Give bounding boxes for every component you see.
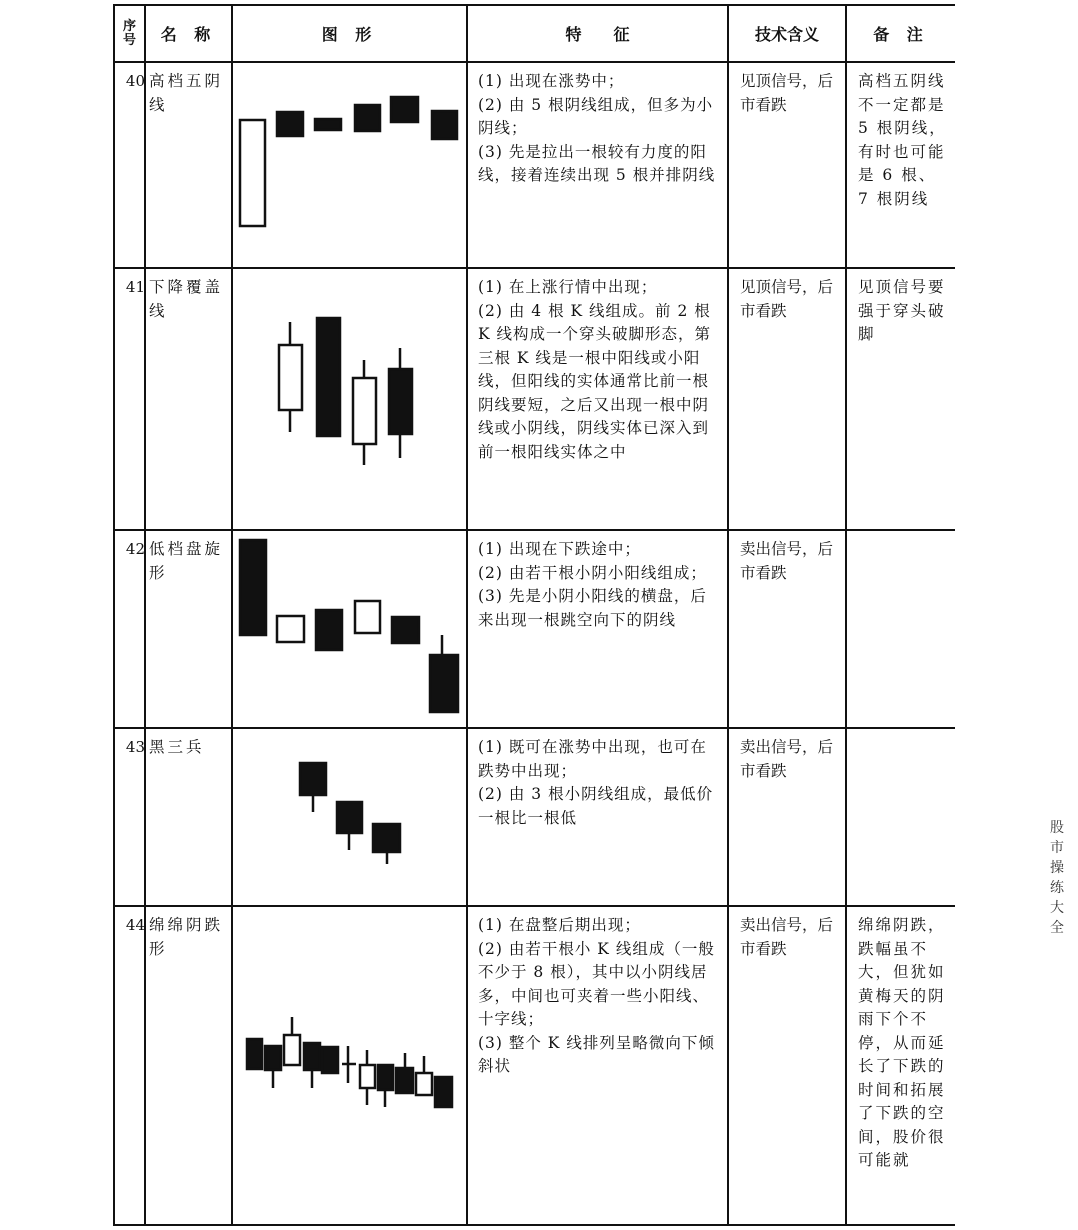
- technical-meaning: 卖出信号，后市看跌: [740, 540, 834, 582]
- pattern-features: (1) 在盘整后期出现； (2) 由若干根小 K 线组成（一般不少于 8 根），其中以小阴线居多，中间也可夹着一些小阳线、十字线； (3) 整个 K 线排列呈略微向下倾斜状: [478, 916, 715, 1075]
- pattern-name: 下降覆盖线: [149, 278, 224, 320]
- bullish-candle: [277, 616, 304, 642]
- figure-row-44: [247, 1017, 452, 1107]
- row-number: 43: [125, 738, 145, 756]
- figure-row-40: [240, 97, 457, 226]
- header-seq: 序号: [122, 18, 136, 48]
- pattern-features: (1) 在上涨行情中出现； (2) 由 4 根 K 线组成。前 2 根 K 线构成一个穿头破脚形态，第三根 K 线是一根中阳线或小阳线，但阳线的实体通常比前一根阴线要短，之后又出现一根中阴线或小阴线，阴线实体已深入到前一根阳线实体之中: [478, 278, 712, 461]
- figure-row-41: [279, 318, 412, 465]
- margin-text-cropped: 股市操练大全: [1050, 820, 1064, 936]
- bearish-candle: [378, 1065, 393, 1090]
- row-number: 44: [125, 916, 145, 934]
- bullish-candle: [284, 1035, 300, 1065]
- bullish-candle: [353, 378, 376, 444]
- bearish-candle: [304, 1043, 320, 1070]
- bearish-candle: [391, 97, 418, 122]
- pattern-name: 黑三兵: [149, 738, 205, 756]
- row-number: 41: [125, 278, 145, 296]
- pattern-notes: 绵绵阴跌，跌幅虽不大，但犹如黄梅天的阴雨下个不停，从而延长了下跌的时间和拓展了下跌的空间，股价很可能就: [858, 916, 946, 1169]
- bearish-candle: [247, 1039, 262, 1069]
- pattern-notes: 见顶信号要强于穿头破脚: [858, 278, 946, 343]
- pattern-name: 绵绵阴跌形: [149, 916, 224, 958]
- bearish-candle: [315, 119, 341, 130]
- bearish-candle: [373, 824, 400, 852]
- technical-meaning: 卖出信号，后市看跌: [740, 738, 834, 780]
- bearish-candle: [265, 1046, 281, 1070]
- technical-meaning: 见顶信号，后市看跌: [740, 72, 834, 114]
- bearish-candle: [300, 763, 326, 795]
- figure-row-43: [300, 763, 400, 864]
- pattern-features: (1) 出现在涨势中； (2) 由 5 根阴线组成，但多为小阴线； (3) 先是拉出一根较有力度的阳线，接着连续出现 5 根并排阴线: [478, 72, 716, 184]
- technical-meaning: 见顶信号，后市看跌: [740, 278, 834, 320]
- figure-row-42: [240, 540, 458, 712]
- header-name: 名 称: [160, 25, 217, 44]
- row-number: 40: [125, 72, 145, 90]
- bearish-candle: [392, 617, 419, 643]
- bearish-candle: [396, 1068, 413, 1093]
- bearish-candle: [355, 105, 380, 131]
- bearish-candle: [337, 802, 362, 833]
- pattern-notes: 高档五阴线不一定都是 5 根阴线，有时也可能是 6 根、7 根阴线: [858, 72, 947, 208]
- header-notes: 备 注: [873, 25, 929, 44]
- pattern-features: (1) 出现在下跌途中； (2) 由若干根小阴小阳线组成； (3) 先是小阴小阳线的横盘，后来出现一根跳空向下的阴线: [478, 540, 707, 629]
- bearish-candle: [240, 540, 266, 635]
- header-meaning: 技术含义: [754, 25, 819, 44]
- bullish-candle: [279, 345, 302, 410]
- header-figure: 图 形: [321, 25, 378, 44]
- row-number: 42: [125, 540, 145, 558]
- bearish-candle: [317, 318, 340, 436]
- pattern-name: 高档五阴线: [149, 72, 224, 114]
- bearish-candle: [430, 655, 458, 712]
- header-features: 特 征: [565, 25, 630, 44]
- bearish-candle: [435, 1077, 452, 1107]
- technical-meaning: 卖出信号，后市看跌: [740, 916, 834, 958]
- bearish-candle: [432, 111, 457, 139]
- bearish-candle: [389, 369, 412, 434]
- bullish-candle: [360, 1065, 375, 1088]
- bearish-candle: [316, 610, 342, 650]
- pattern-name: 低档盘旋形: [149, 540, 224, 582]
- pattern-features: (1) 既可在涨势中出现，也可在跌势中出现； (2) 由 3 根小阴线组成，最低价一根比一根低: [478, 738, 714, 827]
- bullish-candle: [416, 1073, 432, 1095]
- bullish-candle: [240, 120, 265, 226]
- bearish-candle: [277, 112, 303, 136]
- bearish-candle: [322, 1047, 338, 1073]
- bullish-candle: [355, 601, 380, 633]
